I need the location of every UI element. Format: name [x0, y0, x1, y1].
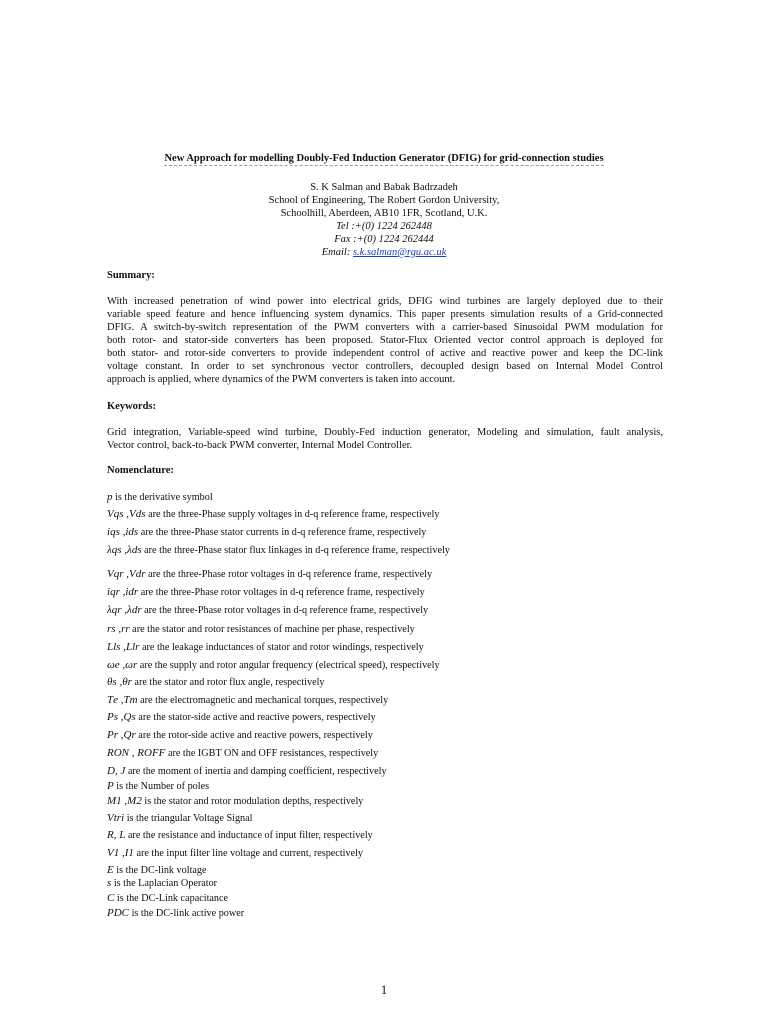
- keywords-line: Grid integration, Variable-speed wind turbine, Doubly-Fed induction generator, Modeling and simulation, fault analysis,: [107, 427, 663, 438]
- nomenclature-item: [107, 729, 373, 743]
- nomenclature-description: are the supply and rotor angular frequency (electrical speed), respectively: [139, 660, 440, 671]
- author-email-line: [0, 246, 768, 259]
- nomenclature-description: is the Number of poles: [116, 781, 210, 792]
- nomenclature-description: are the three-Phase rotor voltages in d-q reference frame, respectively: [148, 569, 433, 580]
- nomenclature-description: is the triangular Voltage Signal: [126, 813, 253, 824]
- nomenclature-description: are the input filter line voltage and current, respectively: [136, 848, 364, 859]
- nomenclature-item: [107, 847, 363, 861]
- summary-line: voltage constant. In order to set synchronous vector controllers, decoupled design based on Internal Model Control: [107, 361, 663, 372]
- summary-line: DFIG. A switch-by-switch representation of the PWM converters with a carrier-based Sinusoidal PWM modulation for: [107, 322, 663, 333]
- nomenclature-description: are the leakage inductances of stator and rotor windings, respectively: [141, 642, 424, 653]
- summary-paragraph: [107, 295, 663, 386]
- author-address: Schoolhill, Aberdeen, AB10 1FR, Scotland, U.K.: [280, 208, 488, 219]
- nomenclature-symbol: PDC: [107, 907, 130, 919]
- nomenclature-symbol: iqs ,ids: [107, 526, 139, 538]
- nomenclature-symbol: rs ,rr: [107, 623, 130, 635]
- nomenclature-description: are the IGBT ON and OFF resistances, respectively: [167, 748, 379, 759]
- nomenclature-item: [107, 780, 209, 792]
- nomenclature-symbol: s: [107, 877, 112, 889]
- nomenclature-item: [107, 795, 363, 809]
- summary-line: both stator- and rotor-side converters to provide independent control of active and reactive power and keep the DC-link: [107, 348, 663, 359]
- nomenclature-item: [107, 864, 207, 876]
- keywords-heading: Keywords:: [107, 401, 156, 412]
- nomenclature-description: are the rotor-side active and reactive powers, respectively: [138, 730, 373, 741]
- summary-line: approach is applied, where dynamics of the PWM converters is taken into account.: [107, 374, 456, 385]
- nomenclature-description: are the electromagnetic and mechanical torques, respectively: [140, 695, 389, 706]
- paper-title: New Approach for modelling Doubly-Fed Induction Generator (DFIG) for grid-connection studies: [164, 153, 604, 164]
- nomenclature-item: [107, 508, 439, 522]
- nomenclature-description: are the three-Phase supply voltages in d-q reference frame, respectively: [148, 509, 440, 520]
- nomenclature-item: [107, 812, 253, 826]
- nomenclature-description: are the three-Phase rotor voltages in d-q reference frame, respectively: [144, 605, 429, 616]
- summary-heading: Summary:: [107, 270, 155, 281]
- nomenclature-item: [107, 568, 432, 582]
- nomenclature-symbol: ωe ,ωr: [107, 659, 138, 671]
- nomenclature-symbol: R, L: [107, 829, 126, 841]
- summary-line: both rotor- and stator-side converters has been proposed. Stator-Flux Oriented vector control approach is deployed for: [107, 335, 663, 346]
- nomenclature-description: are the stator and rotor resistances of machine per phase, respectively: [132, 624, 415, 635]
- nomenclature-symbol: θs ,θr: [107, 676, 132, 688]
- nomenclature-description: are the stator-side active and reactive powers, respectively: [138, 712, 376, 723]
- author-block: [0, 181, 768, 259]
- author-fax: Fax :+(0) 1224 262444: [334, 234, 434, 245]
- summary-line: With increased penetration of wind power into electrical grids, DFIG wind turbines are largely deployed due to their: [107, 296, 663, 307]
- nomenclature-symbol: Pr ,Qr: [107, 729, 136, 741]
- nomenclature-description: are the three-Phase stator currents in d-q reference frame, respectively: [140, 527, 427, 538]
- nomenclature-item: [107, 907, 244, 921]
- nomenclature-description: are the three-Phase stator flux linkages in d-q reference frame, respectively: [144, 545, 450, 556]
- nomenclature-item: [107, 877, 217, 889]
- keywords-line: Vector control, back-to-back PWM converter, Internal Model Controller.: [107, 440, 413, 451]
- nomenclature-symbol: Lls ,Llr: [107, 641, 140, 653]
- nomenclature-symbol: p: [107, 491, 113, 503]
- nomenclature-item: [107, 711, 376, 725]
- nomenclature-item: [107, 765, 387, 777]
- nomenclature-item: [107, 659, 440, 673]
- nomenclature-item: [107, 676, 325, 690]
- nomenclature-item: [107, 829, 373, 841]
- nomenclature-symbol: Vtri: [107, 812, 125, 824]
- nomenclature-description: are the moment of inertia and damping coefficient, respectively: [127, 766, 387, 777]
- nomenclature-description: is the stator and rotor modulation depths, respectively: [144, 796, 364, 807]
- nomenclature-description: is the DC-link active power: [131, 908, 245, 919]
- nomenclature-symbol: λqs ,λds: [107, 544, 142, 556]
- nomenclature-symbol: D, J: [107, 765, 126, 777]
- nomenclature-symbol: P: [107, 780, 114, 792]
- nomenclature-description: is the Laplacian Operator: [113, 878, 218, 889]
- nomenclature-symbol: V1 ,I1: [107, 847, 134, 859]
- nomenclature-description: are the resistance and inductance of input filter, respectively: [127, 830, 373, 841]
- nomenclature-item: [107, 694, 388, 708]
- email-link[interactable]: s.k.salman@rgu.ac.uk: [352, 247, 447, 258]
- nomenclature-symbol: iqr ,idr: [107, 586, 139, 598]
- nomenclature-item: [107, 892, 228, 904]
- nomenclature-item: [107, 623, 415, 637]
- author-tel: Tel :+(0) 1224 262448: [336, 221, 432, 232]
- nomenclature-item: [107, 491, 213, 503]
- summary-line: variable speed feature and hence influencing system dynamics. This paper presents simulation results of a Grid-connected: [107, 309, 663, 320]
- nomenclature-heading: Nomenclature:: [107, 465, 174, 476]
- nomenclature-item: [107, 747, 378, 761]
- nomenclature-symbol: RON , ROFF: [107, 747, 166, 759]
- nomenclature-symbol: λqr ,λdr: [107, 604, 142, 616]
- nomenclature-symbol: Ps ,Qs: [107, 711, 136, 723]
- nomenclature-description: is the derivative symbol: [115, 492, 213, 503]
- nomenclature-item: [107, 604, 428, 618]
- nomenclature-symbol: C: [107, 892, 115, 904]
- nomenclature-description: are the stator and rotor flux angle, respectively: [134, 677, 325, 688]
- author-names: S. K Salman and Babak Badrzadeh: [310, 182, 458, 193]
- email-label: Email:: [321, 247, 351, 258]
- nomenclature-item: [107, 586, 425, 600]
- nomenclature-symbol: Te ,Tm: [107, 694, 138, 706]
- author-affiliation: School of Engineering, The Robert Gordon University,: [268, 195, 500, 206]
- nomenclature-item: [107, 526, 426, 540]
- nomenclature-item: [107, 641, 424, 655]
- page-number: 1: [380, 982, 388, 997]
- nomenclature-symbol: E: [107, 864, 114, 876]
- nomenclature-description: is the DC-link voltage: [116, 865, 207, 876]
- nomenclature-item: [107, 544, 450, 558]
- nomenclature-symbol: M1 ,M2: [107, 795, 142, 807]
- nomenclature-description: are the three-Phase rotor voltages in d-q reference frame, respectively: [140, 587, 425, 598]
- keywords-paragraph: [107, 426, 663, 452]
- nomenclature-symbol: Vqs ,Vds: [107, 508, 146, 520]
- nomenclature-description: is the DC-Link capacitance: [116, 893, 229, 904]
- nomenclature-symbol: Vqr ,Vdr: [107, 568, 146, 580]
